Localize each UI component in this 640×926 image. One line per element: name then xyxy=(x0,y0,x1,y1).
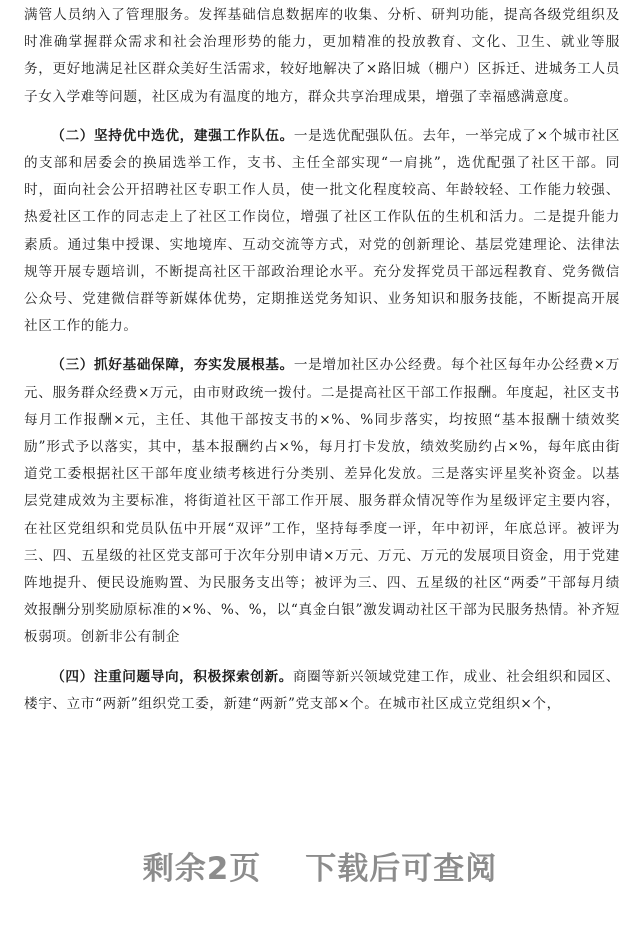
download-prompt[interactable] xyxy=(0,840,640,890)
paragraph-2-body: 一是选优配强队伍。去年，一举完成了×个城市社区的支部和居委会的换届选举工作，支书、主任全部实现“一肩挑”，选优配强了社区干部。同时，面向社会公开招聘社区专职工作人员，使一批文化程度较高、年龄较轻、工作能力较强、热爱社区工作的同志走上了社区工作岗位，增强了社区工作队伍的生机和活力。二是提升能力素质。通过集中授课、实地境库、互动交流等方式，对党的创新理论、基层党建理论、法律法规等开展专题培训，不断提高社区干部政治理论水平。充分发挥党员干部远程教育、党务微信公众号、党建微信群等新媒体优势，定期推送党务知识、业务知识和服务技能，不断提高开展社区工作的能力。 xyxy=(24,127,620,335)
paragraph-2 xyxy=(24,123,620,341)
paragraph-3 xyxy=(24,352,620,651)
paragraph-4 xyxy=(24,664,620,718)
download-to-view-link[interactable]: 下载后可查阅 xyxy=(305,850,498,887)
paragraph-1 xyxy=(24,2,620,111)
paragraph-4-heading: （四）注重问题导向，积极探索创新。 xyxy=(51,668,293,685)
paragraph-3-heading: （三）抓好基础保障，夯实发展根基。 xyxy=(51,357,294,374)
paragraph-2-heading: （二）坚持优中选优，建强工作队伍。 xyxy=(51,127,294,144)
remaining-pages-label: 剩余2页 xyxy=(142,850,262,887)
paragraph-1-body: 满管人员纳入了管理服务。发挥基础信息数据库的收集、分析、研判功能，提高各级党组织及时准确掌握群众需求和社会治理形势的能力，更加精准的投放教育、文化、卫生、就业等服务，更好地满足社区群众美好生活需求，较好地解决了×路旧城（棚户）区拆迁、进城务工人员子女入学难等问题，社区成为有温度的地方，群众共享治理成果，增强了幸福感满意度。 xyxy=(24,7,620,105)
paragraph-4-body: 商圈等新兴领域党建工作，成业、社会组织和园区、楼宇、立市“两新”组织党工委，新建“两新”党支部×个。在城市社区成立党组织×个， xyxy=(24,668,620,712)
paragraph-3-body: 一是增加社区办公经费。每个社区每年办公经费×万元、服务群众经费×万元，由市财政统一拨付。二是提高社区干部工作报酬。年度起，社区支书每月工作报酬×元，主任、其他干部按支书的×%、%同步落实，均按照“基本报酬十绩效奖励”形式予以落实，其中，基本报酬约占×%，每月打卡发放，绩效奖励约占×%，每年底由街道党工委根据社区干部年度业绩考核进行分类别、差异化发放。三是落实评星奖补资金。以基层党建成效为主要标准，将街道社区干部工作开展、服务群众情况等作为星级评定主要内容，在社区党组织和党员队伍中开展“双评”工作，坚持每季度一评，年中初评，年底总评。被评为三、四、五星级的社区党支部可于次年分别申请×万元、万元、万元的发展项目资金，用于党建阵地提升、便民设施购置、为民服务支出等；被评为三、四、五星级的社区“两委”干部每月绩效报酬分别奖励原标准的×%、%、%，以“真金白银”激发调动社区干部为民服务热情。补齐短板弱项。创新非公有制企 xyxy=(24,357,620,646)
document-body xyxy=(24,2,620,730)
